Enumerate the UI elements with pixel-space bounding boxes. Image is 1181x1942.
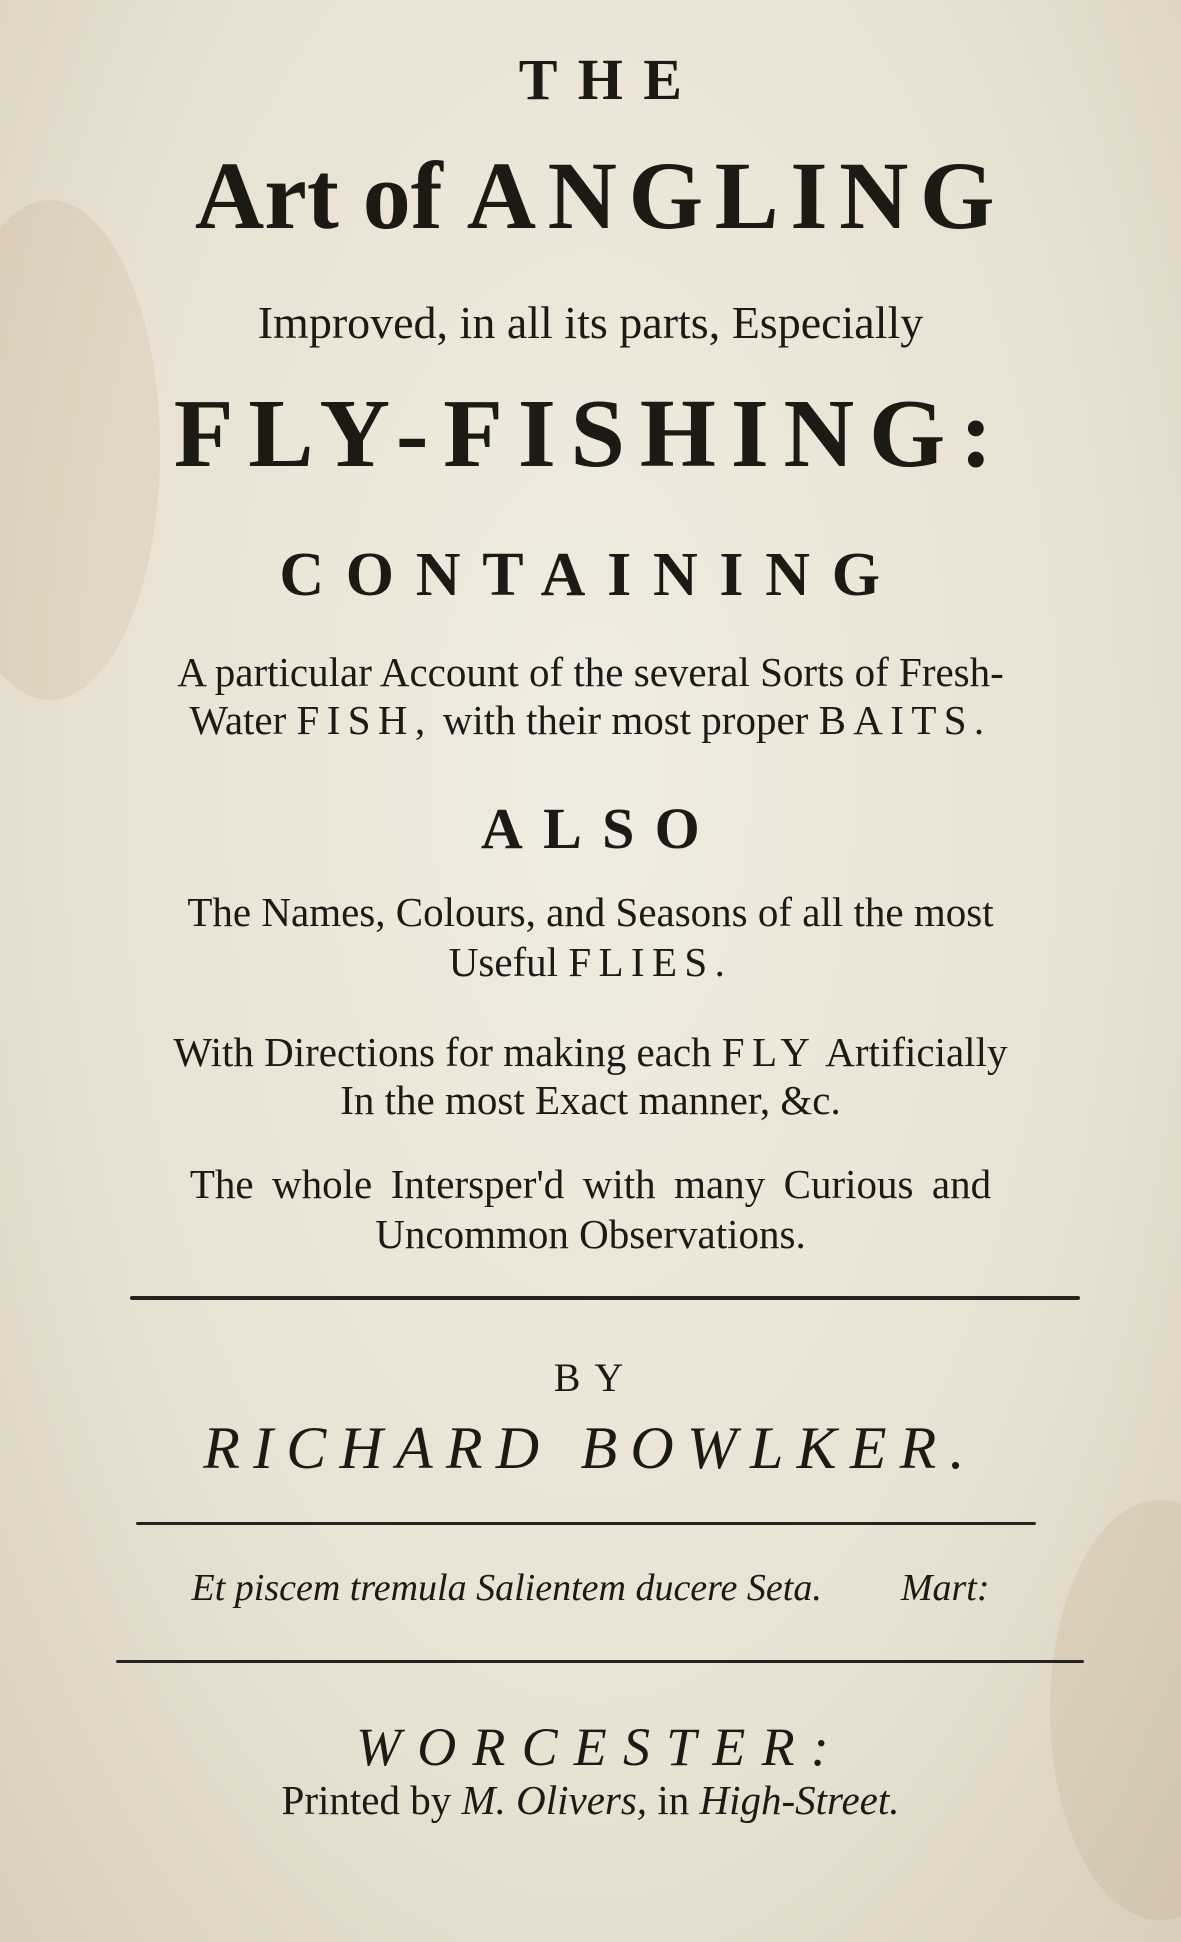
imprint-place: WORCESTER: <box>356 1717 845 1777</box>
names-useful: Useful <box>448 939 559 985</box>
paper-stain <box>1050 1500 1181 1920</box>
title-art-of: Art of <box>194 142 443 249</box>
divider-rule <box>116 1660 1084 1663</box>
subtitle: Improved, in all its parts, Especially <box>257 297 924 348</box>
account-line-1: A particular Account of the several Sorts of Fresh- <box>177 649 1004 695</box>
heading-also: ALSO <box>480 796 721 861</box>
by-label: BY <box>553 1355 638 1400</box>
title-fly-fishing: FLY-FISHING: <box>173 380 1008 488</box>
divider-rule <box>136 1522 1036 1525</box>
names-line-1: The Names, Colours, and Seasons of all the most <box>187 889 994 935</box>
account-baits: BAITS. <box>818 697 992 743</box>
heading-containing: CONTAINING <box>279 541 902 609</box>
printer-name: M. Olivers, <box>461 1777 648 1823</box>
directions-line-2: In the most Exact manner, &c. <box>340 1077 841 1123</box>
title-angling: ANGLING <box>466 142 1007 249</box>
account-fish: FISH, <box>296 697 433 743</box>
directions-artificially: Artificially <box>825 1029 1008 1075</box>
motto-source: Mart: <box>900 1567 990 1609</box>
account-with: with their most proper <box>442 697 809 743</box>
motto-line <box>0 1566 1181 1610</box>
title-main <box>20 140 1181 251</box>
names-line-2 <box>0 938 1181 986</box>
directions-fly: FLY <box>721 1029 818 1075</box>
title-the: THE <box>518 47 703 112</box>
divider-rule <box>130 1296 1080 1300</box>
account-line-2 <box>0 696 1181 744</box>
printed-in: in <box>657 1777 690 1823</box>
whole-line-1: The whole Intersper'd with many Curious and <box>189 1161 992 1207</box>
printer-street: High-Street. <box>699 1777 900 1823</box>
printed-by: Printed by <box>281 1777 452 1823</box>
whole-line-2: Uncommon Observations. <box>375 1211 806 1257</box>
motto-text: Et piscem tremula Salientem ducere Seta. <box>191 1567 822 1609</box>
directions-line-1 <box>0 1028 1181 1076</box>
account-water: Water <box>189 697 287 743</box>
author-name: RICHARD BOWLKER. <box>203 1415 978 1481</box>
imprint-printer <box>0 1776 1181 1824</box>
names-flies: FLIES. <box>568 939 733 985</box>
directions-with: With Directions for making each <box>173 1029 712 1075</box>
